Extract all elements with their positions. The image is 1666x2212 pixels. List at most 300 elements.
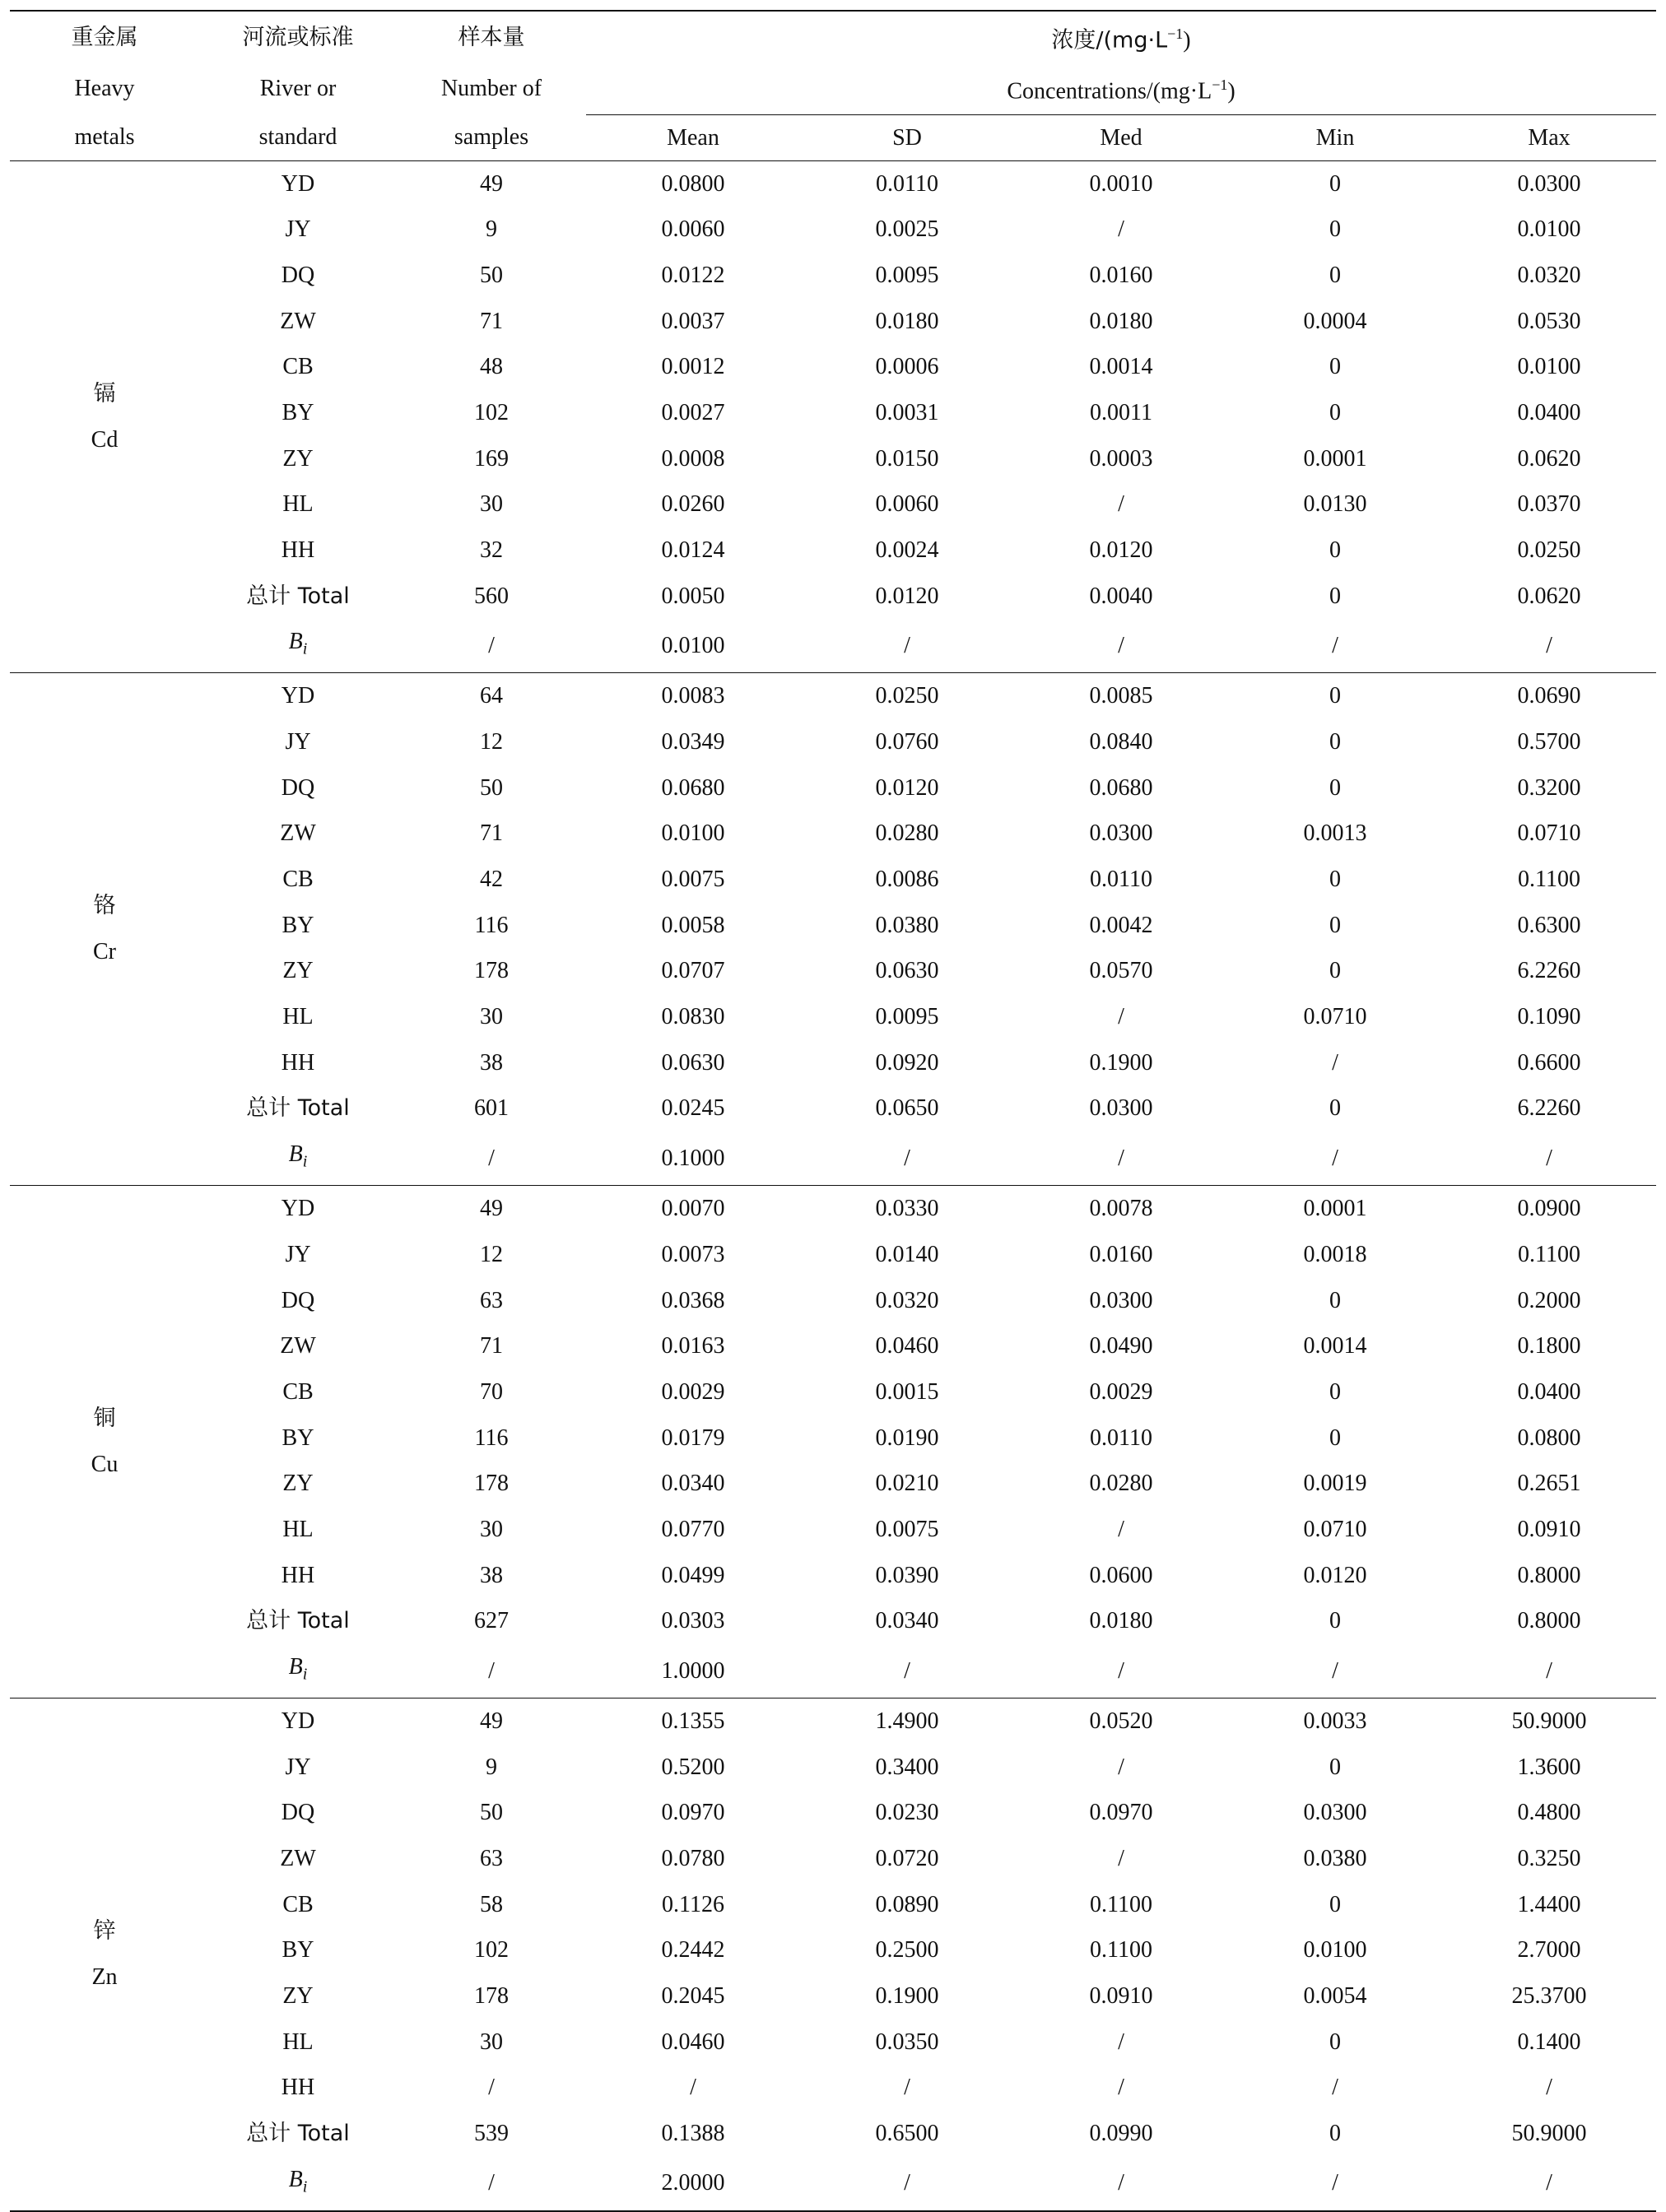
col-n-zh: 样本量 — [397, 11, 586, 63]
sd-cell: 0.0250 — [800, 673, 1014, 719]
n-cell: 32 — [480, 537, 503, 563]
river-cell — [199, 619, 397, 673]
bi-label: B — [288, 2166, 303, 2192]
mean-cell: 0.0058 — [661, 912, 725, 938]
max-cell: 50.9000 — [1511, 2121, 1587, 2146]
table-row — [10, 1085, 1656, 1132]
bi-label: B — [288, 629, 303, 655]
sd-cell: 0.0095 — [875, 262, 939, 288]
conc-header-en: Concentrations/$(mg\cdot L^{-1})$ — [1007, 77, 1236, 105]
max-cell: 0.0400 — [1517, 1378, 1581, 1405]
max-cell: 0.6600 — [1517, 1049, 1581, 1076]
n-cell: 30 — [480, 1004, 503, 1030]
n-cell: 12 — [480, 729, 503, 755]
table-row — [10, 2019, 1656, 2066]
sd-cell: 0.0890 — [875, 1891, 939, 1917]
river-cell: HL — [282, 2028, 314, 2055]
sd-cell: / — [904, 1657, 910, 1684]
min-cell: 0.0001 — [1303, 445, 1367, 472]
mean-cell: 0.0075 — [661, 867, 725, 893]
med-cell: 0.0970 — [1089, 1800, 1153, 1826]
sd-cell: 0.0095 — [875, 1004, 939, 1030]
n-cell: 102 — [474, 399, 509, 425]
river-cell: 总计 Total — [246, 2121, 350, 2146]
max-cell: 0.1090 — [1517, 1004, 1581, 1030]
n-cell: 9 — [486, 216, 497, 243]
table-row — [10, 1598, 1656, 1644]
river-cell: ZW — [280, 1333, 316, 1359]
river-cell: ZY — [282, 958, 314, 984]
mean-cell: 0.0012 — [661, 354, 725, 380]
col-metal-en1: Heavy — [74, 76, 135, 102]
mean-cell: 0.2442 — [661, 1937, 725, 1963]
min-cell: 0 — [1329, 537, 1341, 563]
river-cell: YD — [199, 1186, 397, 1232]
mean-cell: 0.0460 — [661, 2028, 725, 2055]
n-cell: 30 — [480, 1516, 503, 1542]
max-cell: 0.0400 — [1517, 399, 1581, 425]
mean-cell: 0.0368 — [661, 1287, 725, 1313]
table-row — [10, 527, 1656, 574]
max-cell: 0.0300 — [1442, 160, 1656, 207]
min-cell: 0 — [1329, 216, 1341, 243]
river-cell: ZY — [282, 1471, 314, 1497]
river-cell: HL — [282, 491, 314, 518]
table-row — [10, 1186, 1656, 1232]
river-cell: CB — [282, 354, 314, 380]
n-cell: 49 — [397, 1698, 586, 1745]
max-cell: 0.0620 — [1517, 583, 1581, 609]
n-cell: 71 — [480, 1333, 503, 1359]
col-river-en1: River or — [259, 76, 337, 102]
med-cell: 0.0520 — [1014, 1698, 1228, 1745]
sd-cell: 0.0350 — [875, 2028, 939, 2055]
sd-cell: 0.0140 — [875, 1241, 939, 1267]
med-cell: 0.0160 — [1089, 1241, 1153, 1267]
max-cell: 0.2000 — [1517, 1287, 1581, 1313]
stat-head-min: Min — [1228, 114, 1442, 160]
table-body — [10, 160, 1656, 2211]
med-cell: / — [1118, 1145, 1124, 1171]
table-row — [10, 1698, 1656, 1745]
bi-label: B — [288, 1141, 303, 1168]
n-cell: 178 — [474, 958, 509, 984]
mean-cell: 0.0260 — [661, 491, 725, 518]
min-cell: 0 — [1329, 1287, 1341, 1313]
max-cell: 0.6300 — [1517, 912, 1581, 938]
mean-cell: 0.0770 — [661, 1516, 725, 1542]
mean-cell: 0.0245 — [661, 1095, 725, 1122]
max-cell: 0.0320 — [1517, 262, 1581, 288]
table-row — [10, 1369, 1656, 1415]
sd-cell: 0.0120 — [875, 583, 939, 609]
table-row — [10, 765, 1656, 811]
header-row-1 — [10, 11, 1656, 63]
mean-cell: 0.0830 — [661, 1004, 725, 1030]
min-cell: 0.0710 — [1303, 1004, 1367, 1030]
bi-label: B — [288, 1653, 303, 1680]
med-cell: 0.1100 — [1090, 1937, 1152, 1963]
mean-cell: 0.2045 — [661, 1983, 725, 2010]
max-cell: 1.4400 — [1517, 1891, 1581, 1917]
max-cell: 0.0900 — [1442, 1186, 1656, 1232]
mean-cell: / — [690, 2075, 696, 2101]
table-row — [10, 344, 1656, 390]
river-cell: DQ — [281, 774, 315, 801]
table-row — [10, 574, 1656, 620]
min-cell: / — [1332, 2075, 1338, 2101]
stat-head-mean: Mean — [586, 114, 800, 160]
min-cell: 0.0013 — [1303, 820, 1367, 847]
bi-subscript: i — [302, 1152, 308, 1171]
table-row — [10, 1745, 1656, 1791]
max-cell: 0.0100 — [1517, 354, 1581, 380]
col-river-en2: standard — [258, 124, 337, 151]
stat-head-sd: SD — [800, 114, 1014, 160]
table-row — [10, 207, 1656, 253]
min-cell: 0.0019 — [1303, 1471, 1367, 1497]
col-river-zh: 河流或标准 — [199, 11, 397, 63]
med-cell: 0.0680 — [1089, 774, 1153, 801]
table-row — [10, 811, 1656, 857]
sd-cell: 0.0120 — [875, 774, 939, 801]
med-cell: / — [1118, 2028, 1124, 2055]
metal-label-en: Cu — [91, 1452, 119, 1478]
max-cell: 0.0100 — [1517, 216, 1581, 243]
river-cell: BY — [282, 1937, 314, 1963]
river-cell: DQ — [281, 1800, 315, 1826]
min-cell: 0.0710 — [1303, 1516, 1367, 1542]
min-cell: / — [1332, 1657, 1338, 1684]
med-cell: 0.0840 — [1089, 729, 1153, 755]
col-n-en1: Number of — [440, 76, 542, 102]
river-cell: ZY — [282, 1983, 314, 2010]
n-cell: / — [488, 633, 495, 659]
river-cell: YD — [199, 160, 397, 207]
sd-cell: 0.0210 — [875, 1471, 939, 1497]
river-cell: JY — [285, 216, 311, 243]
mean-cell: 2.0000 — [661, 2170, 725, 2196]
sd-cell: / — [904, 1145, 910, 1171]
min-cell: 0 — [1329, 1891, 1341, 1917]
min-cell: 0 — [1329, 1378, 1341, 1405]
min-cell: / — [1332, 633, 1338, 659]
min-cell: 0 — [1329, 354, 1341, 380]
sd-cell: 0.3400 — [875, 1754, 939, 1780]
river-cell: CB — [282, 867, 314, 893]
sd-cell: 0.0006 — [875, 354, 939, 380]
med-cell: 0.0280 — [1089, 1471, 1153, 1497]
mean-cell: 0.0499 — [661, 1562, 725, 1588]
table-header — [10, 11, 1656, 160]
n-cell: 63 — [480, 1846, 503, 1872]
n-cell: 116 — [474, 912, 509, 938]
table-row — [10, 1927, 1656, 1973]
river-cell: HH — [281, 537, 315, 563]
n-cell: 58 — [480, 1891, 503, 1917]
min-cell: 0.0054 — [1303, 1983, 1367, 2010]
river-cell: YD — [199, 1698, 397, 1745]
n-cell: 178 — [474, 1983, 509, 2010]
n-cell: 12 — [480, 1241, 503, 1267]
table-row — [10, 2111, 1656, 2157]
mean-cell: 0.0037 — [661, 308, 725, 334]
table-row — [10, 1415, 1656, 1462]
table-row — [10, 1278, 1656, 1324]
header-row-2 — [10, 63, 1656, 114]
n-cell: 539 — [474, 2121, 509, 2146]
med-cell: 0.0600 — [1089, 1562, 1153, 1588]
med-cell: 0.0085 — [1014, 673, 1228, 719]
med-cell: 0.0120 — [1089, 537, 1153, 563]
mean-cell: 0.0100 — [661, 820, 725, 847]
metal-label — [10, 1186, 199, 1698]
table-row — [10, 857, 1656, 903]
mean-cell: 0.0303 — [661, 1608, 725, 1634]
mean-cell: 0.0707 — [661, 958, 725, 984]
metal-label — [10, 160, 199, 673]
med-cell: 0.0300 — [1089, 820, 1153, 847]
mean-cell: 0.1126 — [662, 1891, 724, 1917]
table-row — [10, 299, 1656, 345]
river-cell: 总计 Total — [246, 583, 350, 609]
heavy-metal-concentration-table — [10, 10, 1656, 2212]
min-cell: 0.0014 — [1303, 1333, 1367, 1359]
med-cell: / — [1118, 2170, 1124, 2196]
min-cell: 0.0001 — [1228, 1186, 1442, 1232]
mean-cell: 0.1355 — [586, 1698, 800, 1745]
max-cell: 0.1100 — [1518, 867, 1580, 893]
river-cell: HH — [281, 1049, 315, 1076]
n-cell: 116 — [474, 1424, 509, 1451]
sd-cell: 0.0086 — [875, 867, 939, 893]
mean-cell: 0.0630 — [661, 1049, 725, 1076]
med-cell: / — [1118, 216, 1124, 243]
mean-cell: 0.0070 — [586, 1186, 800, 1232]
n-cell: 30 — [480, 2028, 503, 2055]
metal-label-zh: 锌 — [93, 1918, 116, 1944]
mean-cell: 0.0800 — [586, 160, 800, 207]
sd-cell: 0.0060 — [875, 491, 939, 518]
min-cell: 0.0130 — [1303, 491, 1367, 518]
sd-cell: 0.0150 — [875, 445, 939, 472]
min-cell: 0 — [1329, 774, 1341, 801]
max-cell: 0.0690 — [1442, 673, 1656, 719]
n-cell: 71 — [480, 820, 503, 847]
table-row — [10, 673, 1656, 719]
river-cell — [199, 1644, 397, 1698]
med-cell: / — [1118, 1657, 1124, 1684]
min-cell: 0.0120 — [1303, 1562, 1367, 1588]
min-cell: 0 — [1329, 1608, 1341, 1634]
n-cell: 30 — [480, 491, 503, 518]
med-cell: 0.0110 — [1090, 867, 1152, 893]
med-cell: 0.0110 — [1090, 1424, 1152, 1451]
mean-cell: 0.0008 — [661, 445, 725, 472]
n-cell: 38 — [480, 1049, 503, 1076]
max-cell: / — [1546, 1145, 1552, 1171]
stat-head-max: Max — [1442, 114, 1656, 160]
sd-cell: 0.0630 — [875, 958, 939, 984]
max-cell: 0.0910 — [1517, 1516, 1581, 1542]
min-cell: 0 — [1329, 583, 1341, 609]
river-cell: ZW — [280, 820, 316, 847]
mean-cell: 0.0340 — [661, 1471, 725, 1497]
table-row — [10, 1461, 1656, 1507]
table-row — [10, 1507, 1656, 1553]
river-cell: HH — [281, 1562, 315, 1588]
max-cell: / — [1546, 2075, 1552, 2101]
n-cell: 50 — [480, 262, 503, 288]
n-cell: 50 — [480, 774, 503, 801]
stat-head-med: Med — [1014, 114, 1228, 160]
max-cell: 0.3250 — [1517, 1846, 1581, 1872]
table-row — [10, 2157, 1656, 2211]
min-cell: 0 — [1329, 262, 1341, 288]
n-cell: / — [488, 1145, 495, 1171]
min-cell: 0.0018 — [1303, 1241, 1367, 1267]
med-cell: / — [1118, 2075, 1124, 2101]
metal-label — [10, 1698, 199, 2211]
table-row — [10, 436, 1656, 482]
river-cell: 总计 Total — [246, 1608, 350, 1634]
mean-cell: 0.0780 — [661, 1846, 725, 1872]
sd-cell: 0.0031 — [875, 399, 939, 425]
river-cell: BY — [282, 1424, 314, 1451]
n-cell: 42 — [480, 867, 503, 893]
metal-label-en: Zn — [91, 1964, 118, 1990]
metal-label-en: Cd — [91, 426, 119, 453]
med-cell: 0.0014 — [1089, 354, 1153, 380]
col-metal-zh: 重金属 — [10, 11, 199, 63]
n-cell: / — [488, 1657, 495, 1684]
table-row — [10, 994, 1656, 1040]
max-cell: 0.0370 — [1517, 491, 1581, 518]
table-row — [10, 948, 1656, 994]
mean-cell: 0.0179 — [661, 1424, 725, 1451]
mean-cell: 0.0100 — [661, 633, 725, 659]
n-cell: 49 — [397, 1186, 586, 1232]
sd-cell: 0.6500 — [875, 2121, 939, 2146]
sd-cell: / — [904, 2075, 910, 2101]
min-cell: 0 — [1329, 1424, 1341, 1451]
river-cell: BY — [282, 399, 314, 425]
table-row — [10, 1232, 1656, 1278]
max-cell: 0.8000 — [1517, 1562, 1581, 1588]
med-cell: 0.0300 — [1089, 1287, 1153, 1313]
sd-cell: 0.0380 — [875, 912, 939, 938]
max-cell: 0.5700 — [1517, 729, 1581, 755]
table-row — [10, 1882, 1656, 1928]
max-cell: 25.3700 — [1511, 1983, 1587, 2010]
n-cell: 169 — [474, 445, 509, 472]
min-cell: / — [1332, 1145, 1338, 1171]
med-cell: / — [1118, 1846, 1124, 1872]
med-cell: 0.0011 — [1090, 399, 1152, 425]
n-cell: 102 — [474, 1937, 509, 1963]
mean-cell: 0.0050 — [661, 583, 725, 609]
n-cell: 70 — [480, 1378, 503, 1405]
sd-cell: 0.0330 — [800, 1186, 1014, 1232]
mean-cell: 0.0122 — [661, 262, 725, 288]
mean-cell: 0.0060 — [661, 216, 725, 243]
max-cell: 0.0800 — [1517, 1424, 1581, 1451]
sd-cell: / — [904, 2170, 910, 2196]
max-cell: 0.1800 — [1517, 1333, 1581, 1359]
max-cell: 0.0250 — [1517, 537, 1581, 563]
sd-cell: 0.0024 — [875, 537, 939, 563]
table-row — [10, 253, 1656, 299]
sd-cell: 0.0190 — [875, 1424, 939, 1451]
metal-label-zh: 铬 — [93, 893, 116, 919]
table-row — [10, 1973, 1656, 2019]
med-cell: 0.0029 — [1089, 1378, 1153, 1405]
min-cell: 0.0300 — [1303, 1800, 1367, 1826]
table-row — [10, 619, 1656, 673]
max-cell: / — [1546, 2170, 1552, 2196]
river-cell: BY — [282, 912, 314, 938]
sd-cell: 1.4900 — [800, 1698, 1014, 1745]
max-cell: 0.0530 — [1517, 308, 1581, 334]
table-row — [10, 1644, 1656, 1698]
n-cell: 63 — [480, 1287, 503, 1313]
river-cell: ZW — [280, 1846, 316, 1872]
col-metal-en2: metals — [74, 124, 135, 151]
metal-label — [10, 673, 199, 1186]
med-cell: / — [1118, 1004, 1124, 1030]
med-cell: 0.0040 — [1089, 583, 1153, 609]
max-cell: / — [1546, 633, 1552, 659]
sd-cell: 0.0280 — [875, 820, 939, 847]
min-cell: 0 — [1329, 2121, 1341, 2146]
n-cell: 9 — [486, 1754, 497, 1780]
n-cell: 38 — [480, 1562, 503, 1588]
sd-cell: 0.0180 — [875, 308, 939, 334]
table-row — [10, 160, 1656, 207]
med-cell: 0.0910 — [1089, 1983, 1153, 2010]
max-cell: 0.3200 — [1517, 774, 1581, 801]
mean-cell: 0.0124 — [661, 537, 725, 563]
n-cell: 49 — [397, 160, 586, 207]
n-cell: 601 — [474, 1095, 509, 1122]
max-cell: / — [1546, 1657, 1552, 1684]
n-cell: / — [488, 2170, 495, 2196]
mean-cell: 0.1000 — [661, 1145, 725, 1171]
med-cell: 0.0180 — [1089, 1608, 1153, 1634]
min-cell: 0.0033 — [1228, 1698, 1442, 1745]
table-row — [10, 1132, 1656, 1186]
med-cell: 0.0990 — [1089, 2121, 1153, 2146]
max-cell: 6.2260 — [1517, 1095, 1581, 1122]
sd-cell: 0.0460 — [875, 1333, 939, 1359]
mean-cell: 0.0680 — [661, 774, 725, 801]
min-cell: / — [1332, 2170, 1338, 2196]
n-cell: / — [488, 2075, 495, 2101]
min-cell: 0 — [1228, 673, 1442, 719]
mean-cell: 0.0083 — [586, 673, 800, 719]
mean-cell: 0.5200 — [661, 1754, 725, 1780]
n-cell: 50 — [480, 1800, 503, 1826]
n-cell: 64 — [397, 673, 586, 719]
sd-cell: 0.0650 — [875, 1095, 939, 1122]
med-cell: 0.0010 — [1014, 160, 1228, 207]
min-cell: 0 — [1329, 1754, 1341, 1780]
sd-cell: 0.0920 — [875, 1049, 939, 1076]
med-cell: 0.0042 — [1089, 912, 1153, 938]
min-cell: 0.0004 — [1303, 308, 1367, 334]
col-n-en2: samples — [454, 124, 529, 151]
table-row — [10, 1790, 1656, 1836]
